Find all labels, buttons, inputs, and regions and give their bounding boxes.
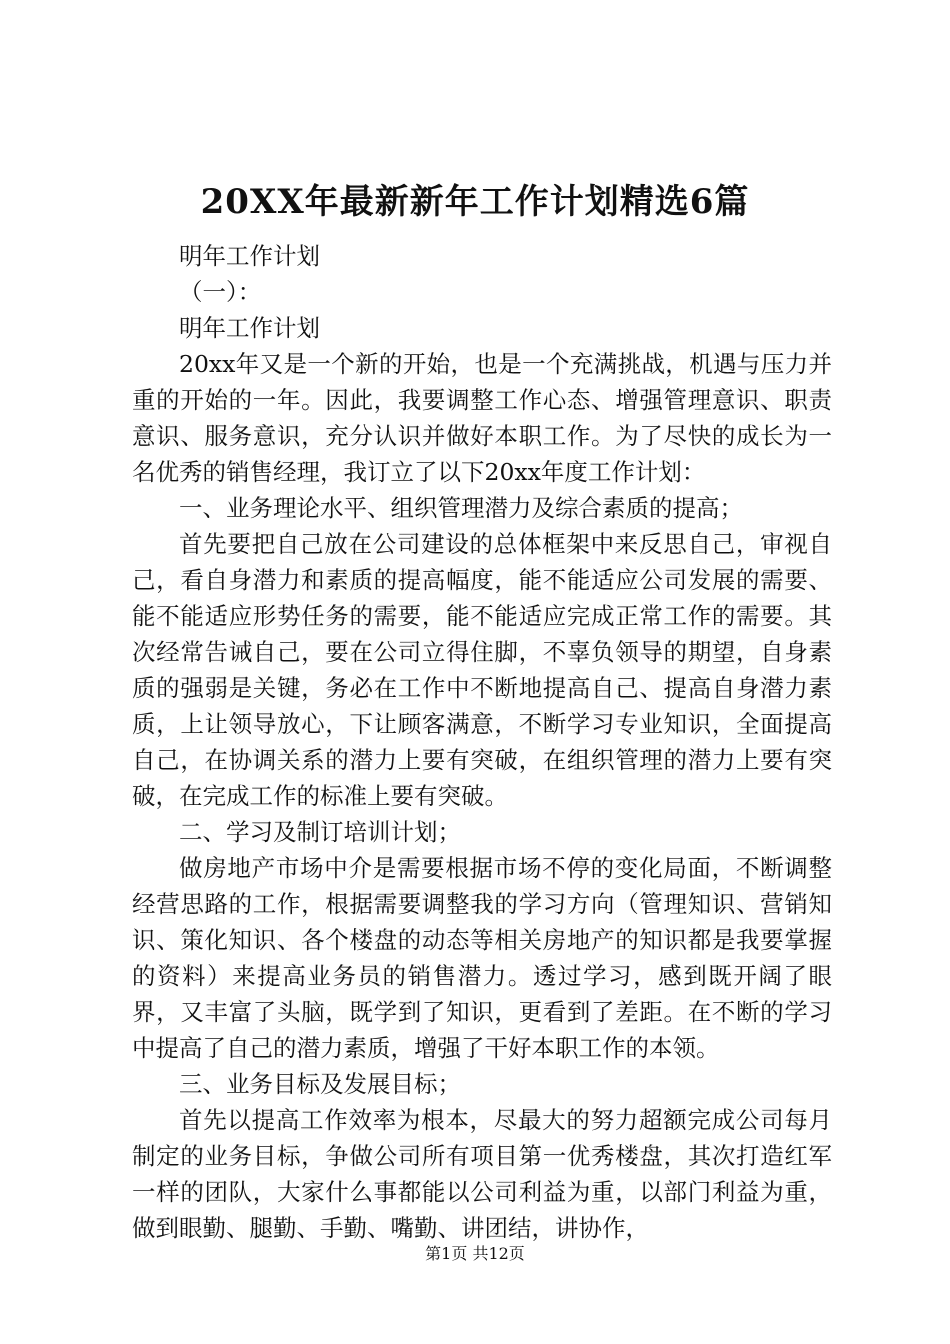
page-footer: 第1页 共12页 [425, 1244, 525, 1263]
section-heading: 一、业务理论水平、组织管理潜力及综合素质的提高； [179, 494, 743, 522]
document-title: 20XX年最新新年工作计划精选6篇 [200, 182, 750, 222]
paragraph: 明年工作计划 [179, 242, 320, 270]
paragraph: 明年工作计划 [179, 314, 320, 342]
paragraph: 做房地产市场中介是需要根据市场不停的变化局面，不断调整经营思路的工作，根据需要调整我的学习方向（管理知识、营销知识、策化知识、各个楼盘的动态等相关房地产的知识都是我要掌握的资料）来提高业务员的销售潜力。透过学习，感到既开阔了眼界，又丰富了头脑，既学到了知识，更看到了差距。在不断的学习中提高了自己的潜力素质，增强了干好本职工作的本领。 [132, 854, 832, 1062]
paragraph: 首先以提高工作效率为根本，尽最大的努力超额完成公司每月制定的业务目标，争做公司所有项目第一优秀楼盘，其次打造红军一样的团队，大家什么事都能以公司利益为重，以部门利益为重，做到眼勤、腿勤、手勤、嘴勤、讲团结，讲协作， [132, 1106, 832, 1242]
paragraph: 20xx年又是一个新的开始，也是一个充满挑战，机遇与压力并重的开始的一年。因此，我要调整工作心态、增强管理意识、职责意识、服务意识，充分认识并做好本职工作。为了尽快的成长为一名优秀的销售经理，我订立了以下20xx年度工作计划： [132, 350, 832, 486]
paragraph: 首先要把自己放在公司建设的总体框架中来反思自己，审视自己，看自身潜力和素质的提高幅度，能不能适应公司发展的需要、能不能适应形势任务的需要，能不能适应完成正常工作的需要。其次经常告诫自己，要在公司立得住脚，不辜负领导的期望，自身素质的强弱是关键，务必在工作中不断地提高自己、提高自身潜力素质，上让领导放心，下让顾客满意，不断学习专业知识，全面提高自己，在协调关系的潜力上要有突破，在组织管理的潜力上要有突破，在完成工作的标准上要有突破。 [132, 530, 832, 810]
paragraph: （一）： [179, 278, 262, 306]
section-heading: 二、学习及制订培训计划； [179, 818, 461, 846]
section-heading: 三、业务目标及发展目标； [179, 1070, 461, 1098]
document-body [132, 238, 832, 1246]
